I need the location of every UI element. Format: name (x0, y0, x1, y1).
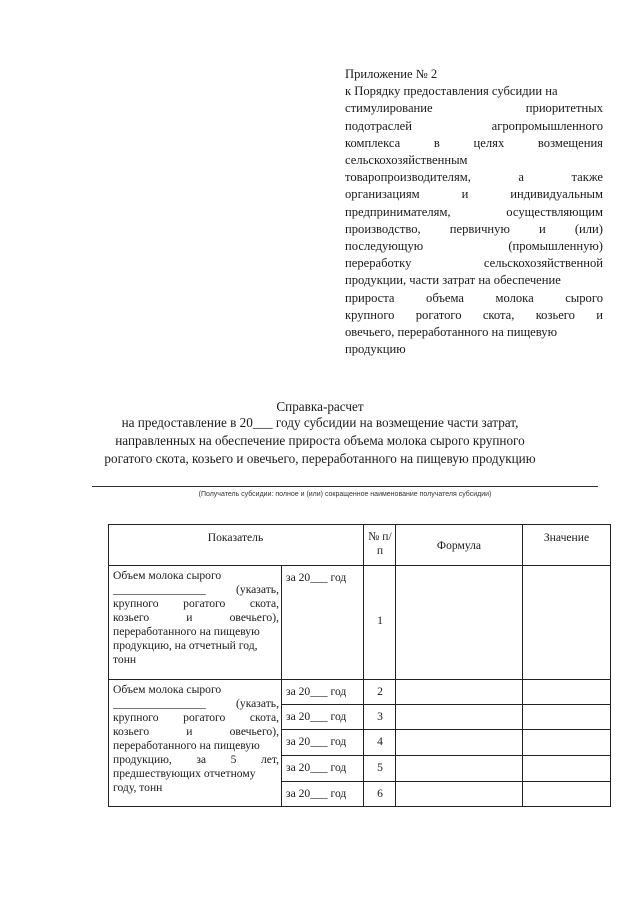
appendix-line: овечьего, переработанного на пищевую (345, 325, 557, 340)
appendix-line: производство, первичную и (или) (345, 221, 603, 236)
appendix-line: к Порядку предоставления субсидии на (345, 84, 558, 99)
table-divider (395, 524, 396, 807)
appendix-line: переработку сельскохозяйственной (345, 256, 603, 271)
appendix-line: организациям и индивидуальным (345, 187, 603, 202)
table-row-4-number: 4 (377, 735, 383, 748)
document-title: Справка-расчет (276, 399, 364, 414)
header-indicator: Показатель (207, 531, 264, 544)
table-row-3-number: 3 (377, 710, 383, 723)
table-row-4-period: за 20___ год (286, 735, 347, 748)
table-divider (281, 755, 611, 756)
table-border (108, 524, 611, 525)
table-row-1-number: 1 (377, 614, 383, 627)
table-row-1-period: за 20___ год (286, 571, 347, 584)
appendix-line: товаропроизводителям, а также (345, 170, 603, 185)
table-row-6-period: за 20___ год (286, 787, 347, 800)
appendix-line: прироста объема молока сырого (345, 290, 603, 305)
table-row-6-number: 6 (377, 787, 383, 800)
document-subtitle-line: рогатого скота, козьего и овечьего, переработанного на пищевую продукцию (104, 451, 536, 466)
header-formula: Формула (436, 539, 482, 552)
appendix-title: Приложение № 2 (345, 67, 438, 81)
table-row-2-period: за 20___ год (286, 685, 347, 698)
appendix-line: продукцию (345, 342, 406, 357)
appendix-header (345, 66, 603, 358)
table-row-5-period: за 20___ год (286, 761, 347, 774)
table-border (108, 806, 611, 807)
calculation-table (108, 524, 611, 807)
table-divider (281, 729, 611, 730)
table-row-1-indicator: Объем молока сырого ________________ (указать, крупного рогатого скота, козьего и овечьего), переработанного на пищевую продукцию, на отчетный год, тонн (113, 569, 279, 666)
header-number: № п/п (368, 530, 392, 557)
table-row-2-number: 2 (377, 685, 383, 698)
table-divider (281, 781, 611, 782)
document-subtitle-line: направленных на обеспечение прироста объема молока сырого крупного (115, 433, 525, 448)
table-border (610, 524, 611, 807)
table-row-2-indicator: Объем молока сырого ________________ (указать, крупного рогатого скота, козьего и овечьего), переработанного на пищевую продукцию, за 5 лет, предшествующих отчетному году, тонн (113, 683, 279, 794)
appendix-line: предпринимателям, осуществляющим (345, 204, 603, 219)
table-divider (281, 704, 611, 705)
table-divider (108, 565, 611, 566)
recipient-caption: (Получатель субсидии: полное и (или) сокращенное наименование получателя субсидии) (198, 491, 492, 498)
table-row-3-period: за 20___ год (286, 710, 347, 723)
appendix-line: подотраслей агропромышленного (345, 118, 603, 133)
document-subtitle-line: на предоставление в 20___ году субсидии на возмещение части затрат, (121, 415, 519, 430)
appendix-line: комплекса в целях возмещения (345, 135, 603, 150)
recipient-field-line (92, 486, 598, 487)
appendix-line: крупного рогатого скота, козьего и (345, 307, 603, 322)
appendix-line: сельскохозяйственным (345, 153, 468, 168)
table-divider (108, 679, 611, 680)
appendix-line: стимулирование приоритетных (345, 101, 603, 116)
header-value: Значение (543, 531, 590, 544)
table-divider (281, 565, 282, 807)
appendix-line: последующую (промышленную) (345, 239, 603, 254)
table-divider (363, 524, 364, 807)
table-divider (522, 524, 523, 807)
table-border (108, 524, 109, 807)
table-row-5-number: 5 (377, 761, 383, 774)
appendix-line: продукции, части затрат на обеспечение (345, 273, 561, 288)
